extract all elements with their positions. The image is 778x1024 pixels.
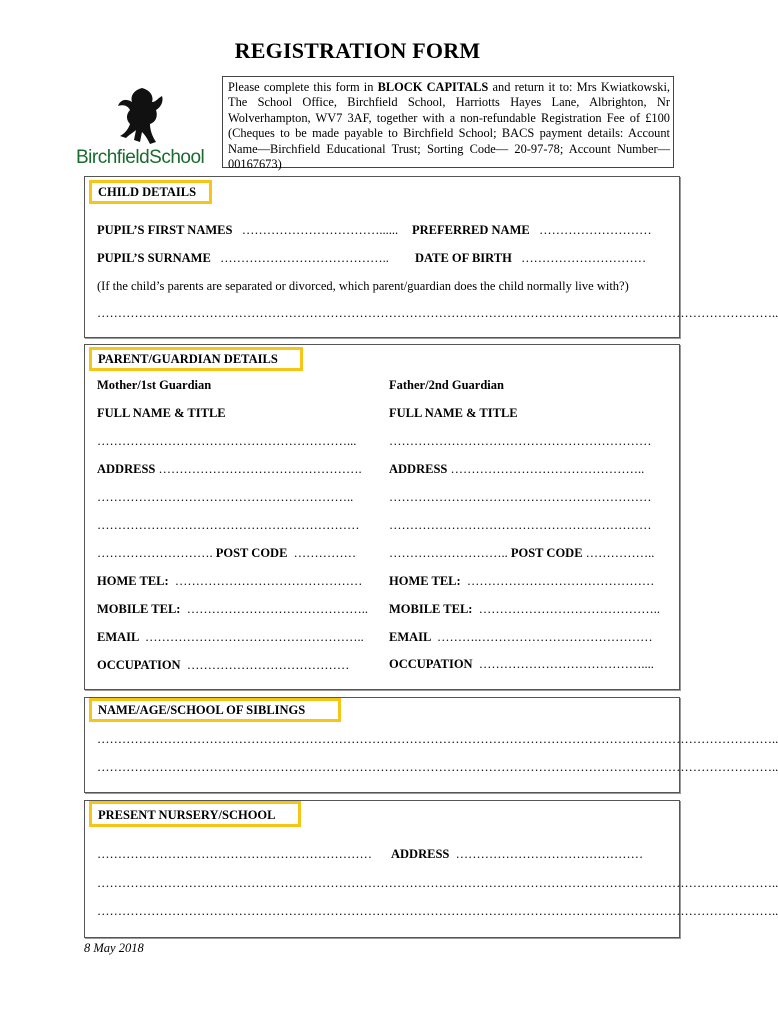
- father-address-field[interactable]: ………………………………………..: [450, 462, 645, 476]
- father-email-field[interactable]: ……….……………………………………: [436, 630, 653, 644]
- mother-postcode-label: ………………………. POST CODE ……………: [97, 546, 357, 560]
- father-home-tel-label: HOME TEL: ………………………………………: [389, 574, 655, 588]
- school-logo: [76, 147, 204, 169]
- intro-text-b: and return it to: Mrs Kwiatkowski, The School Office, Birchfield School, Harriotts Hayes Lane, Albrighton, Nr Wolverhampton, WV7 3AF, together with a non-refundable Registration Fee of £100 (Cheques to be made payable to Birchfield School; BACS payment details: Account Name—Birchfield Educational Trust; Sorting Code— 20-97-78; Account Number—00167673): [228, 80, 671, 172]
- father-postcode-field[interactable]: ……………..: [585, 546, 655, 560]
- nursery-address-field[interactable]: ………………………………………: [455, 847, 644, 861]
- logo-name-part2: School: [149, 147, 205, 168]
- mother-address-line2[interactable]: ………………………………………………………: [97, 518, 360, 532]
- father-address-line1[interactable]: ………………………………………………………: [389, 490, 652, 504]
- preferred-name-label: PREFERRED NAME ………………………: [412, 223, 652, 237]
- pupil-surname-label: PUPIL’S SURNAME …………………………………..: [97, 251, 389, 265]
- mother-mobile-tel-field[interactable]: ……………………………………..: [186, 602, 368, 616]
- form-title: REGISTRATION FORM: [234, 38, 481, 63]
- mother-fullname-field[interactable]: ……………………………………………………...: [97, 434, 357, 448]
- father-mobile-tel-label: MOBILE TEL: ……………………………………..: [389, 602, 660, 616]
- mother-occupation-field[interactable]: …………………………………: [186, 658, 350, 672]
- date-of-birth-field[interactable]: …………………………: [521, 251, 647, 265]
- father-postcode-label: ……………………….. POST CODE ……………..: [389, 546, 655, 560]
- siblings-line2-field[interactable]: ………………………………………………………………………………………………………………………………………………..: [97, 760, 778, 774]
- mother-home-tel-field[interactable]: ………………………………………: [174, 574, 363, 588]
- intro-block-capitals: BLOCK CAPITALS: [377, 80, 489, 94]
- separated-parents-question: (If the child’s parents are separated or divorced, which parent/guardian does the child normally live with?): [97, 279, 629, 293]
- parent-guardian-heading: PARENT/GUARDIAN DETAILS: [89, 347, 303, 371]
- preferred-name-field[interactable]: ………………………: [539, 223, 652, 237]
- father-address-line2[interactable]: ………………………………………………………: [389, 518, 652, 532]
- father-mobile-tel-field[interactable]: ……………………………………..: [478, 602, 660, 616]
- father-email-label: EMAIL ……….……………………………………: [389, 630, 653, 644]
- nursery-address-line2[interactable]: ………………………………………………………………………………………………………………………………………………..: [97, 904, 778, 918]
- mother-town-field[interactable]: ……………………….: [97, 546, 213, 560]
- siblings-heading: NAME/AGE/SCHOOL OF SIBLINGS: [89, 698, 341, 722]
- logo-name-part1: Birchfield: [76, 147, 150, 168]
- nursery-address-line1[interactable]: ………………………………………………………………………………………………………………………………………………..: [97, 876, 778, 890]
- father-guardian-title: Father/2nd Guardian: [389, 378, 504, 392]
- father-fullname-label: FULL NAME & TITLE: [389, 406, 518, 420]
- separated-parents-field[interactable]: ………………………………………………………………………………………………………………………………………………..: [97, 306, 778, 320]
- father-town-field[interactable]: ………………………..: [389, 546, 508, 560]
- mother-address-line1[interactable]: ……………………………………………………..: [97, 490, 354, 504]
- mother-guardian-title: Mother/1st Guardian: [97, 378, 212, 392]
- nursery-name-field[interactable]: …………………………………………………………: [97, 847, 372, 861]
- father-occupation-label: OCCUPATION …………………………………....: [389, 657, 654, 671]
- pupil-first-names-label: PUPIL’S FIRST NAMES ……………………………......: [97, 223, 399, 237]
- form-date: 8 May 2018: [84, 941, 144, 955]
- mother-mobile-tel-label: MOBILE TEL: ……………………………………..: [97, 602, 368, 616]
- intro-text-a: Please complete this form in: [228, 80, 378, 94]
- father-fullname-field[interactable]: ………………………………………………………: [389, 434, 652, 448]
- child-details-heading: CHILD DETAILS: [89, 180, 212, 204]
- mother-email-field[interactable]: ……………………………………………..: [144, 630, 364, 644]
- mother-postcode-field[interactable]: ……………: [293, 546, 357, 560]
- father-address-label: ADDRESS ………………………………………..: [389, 462, 645, 476]
- siblings-line1-field[interactable]: ………………………………………………………………………………………………………………………………………………..: [97, 732, 778, 746]
- intro-instructions: [222, 76, 674, 172]
- date-of-birth-label: DATE OF BIRTH …………………………: [415, 251, 647, 265]
- mother-address-label: ADDRESS ………………………………………….: [97, 462, 362, 476]
- griffin-crest-icon: [112, 84, 172, 148]
- pupil-surname-field[interactable]: …………………………………..: [220, 251, 389, 265]
- father-occupation-field[interactable]: …………………………………....: [478, 657, 654, 671]
- pupil-first-names-field[interactable]: ……………………………......: [241, 223, 399, 237]
- mother-fullname-label: FULL NAME & TITLE: [97, 406, 226, 420]
- mother-occupation-label: OCCUPATION …………………………………: [97, 658, 350, 672]
- nursery-address-label: ADDRESS ………………………………………: [391, 847, 644, 861]
- present-nursery-heading: PRESENT NURSERY/SCHOOL: [89, 801, 301, 827]
- mother-home-tel-label: HOME TEL: ………………………………………: [97, 574, 363, 588]
- mother-email-label: EMAIL ……………………………………………..: [97, 630, 364, 644]
- father-home-tel-field[interactable]: ………………………………………: [466, 574, 655, 588]
- mother-address-field[interactable]: ………………………………………….: [158, 462, 362, 476]
